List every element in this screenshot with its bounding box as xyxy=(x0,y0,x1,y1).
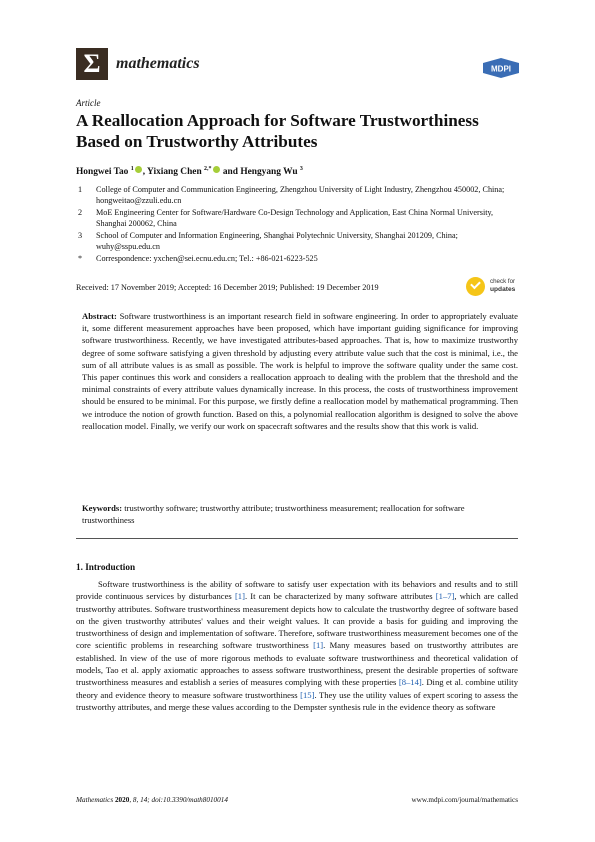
body-text: Software trustworthiness is the ability of software to satisfy user expectation with its behaviors and results and to still provide continuous services by disturbances xyxy=(76,579,518,602)
mdpi-logo xyxy=(482,58,520,78)
correspondence xyxy=(78,253,518,264)
citation-link[interactable]: [8–14] xyxy=(398,677,422,688)
affiliation xyxy=(78,207,518,229)
author-name[interactable]: and Hengyang Wu xyxy=(222,167,298,178)
citation-link[interactable]: [15] xyxy=(300,689,315,700)
affiliation-text: College of Computer and Communication Engineering, Zhengzhou University of Light Industry, Zhengzhou 450002, China; hongweitao@zzuli.edu.cn xyxy=(96,185,505,205)
affiliation-number: * xyxy=(78,254,83,263)
footer-journal: Mathematics xyxy=(76,796,114,804)
article-type: Article xyxy=(76,98,101,108)
keywords-text: trustworthy software; trustworthy attribute; trustworthiness measurement; reallocation for software trustworthiness xyxy=(82,503,465,526)
publication-dates: Received: 17 November 2019; Accepted: 16 December 2019; Published: 19 December 2019 xyxy=(76,283,379,292)
citation-link[interactable]: [1] xyxy=(313,640,324,651)
paper-title: A Reallocation Approach for Software Trustworthiness Based on Trustworthy Attributes xyxy=(76,111,479,151)
footer-citation xyxy=(76,796,228,804)
keywords-label: Keywords: xyxy=(82,503,123,513)
abstract xyxy=(82,310,518,432)
affiliation-number: 2 xyxy=(78,208,83,217)
check-updates-line2: updates xyxy=(490,286,516,293)
orcid-icon[interactable] xyxy=(135,166,142,173)
mdpi-logo-text: MDPI xyxy=(491,64,511,74)
footer-year: 2020 xyxy=(114,796,130,804)
affiliation-text: Correspondence: yxchen@sei.ecnu.edu.cn; Tel.: +86-021-6223-525 xyxy=(96,254,318,263)
affiliation-text: MoE Engineering Center for Software/Hardware Co-Design Technology and Application, East China Normal University, Shanghai 200062, China xyxy=(96,208,494,228)
footer-url[interactable]: www.mdpi.com/journal/mathematics xyxy=(411,796,518,804)
citation-link[interactable]: [1–7] xyxy=(435,591,455,602)
body-paragraph xyxy=(76,578,518,713)
check-for-updates-button[interactable] xyxy=(466,277,520,297)
body-text: . Ding et al. combine utility theory and evidence theory to measure software trustworthiness xyxy=(76,677,518,700)
journal-name: mathematics xyxy=(116,55,200,72)
author-list: Hongwei Tao $^1$ , Yixiang Chen $^{2,*}$ and Hengyang Wu $^3$ xyxy=(76,166,303,178)
orcid-icon[interactable] xyxy=(213,166,220,173)
author-affiliation-mark: 3 xyxy=(299,166,303,172)
affiliation xyxy=(78,184,518,206)
author-affiliation-mark: 2,* xyxy=(204,166,212,172)
affiliation-number: 1 xyxy=(78,185,83,194)
journal-logo: Σ xyxy=(76,48,108,80)
body-text: . It can be characterized by many software attributes xyxy=(244,591,436,602)
author-name[interactable]: Hongwei Tao xyxy=(76,167,129,178)
section-heading: 1. Introduction xyxy=(76,562,136,572)
footer-citation-text: , 8, 14; doi:10.3390/math8010014 xyxy=(129,796,228,804)
affiliation-text: School of Computer and Information Engineering, Shanghai Polytechnic University, Shanghai 201209, China; wuhy@sspu.edu.cn xyxy=(96,231,458,251)
check-updates-line1: check for xyxy=(490,278,516,285)
affiliation xyxy=(78,230,518,252)
checkmark-icon xyxy=(466,277,485,296)
section-divider xyxy=(76,538,518,539)
abstract-label: Abstract: xyxy=(82,311,117,321)
author-name[interactable]: Yixiang Chen xyxy=(147,167,202,178)
body-text: . Many measures based on trustworthy attributes are established. In view of the use of more rigorous methods to evaluate software trustworthiness and theoretical validation of models, Tao et al. apply axiomatic approaches to assess software trustworthiness, present the desirable properties of software trustworthiness measures and establish a series of measures complying with these properties xyxy=(76,640,519,688)
author-affiliation-mark: 1 xyxy=(130,166,134,172)
affiliation-number: 3 xyxy=(78,231,83,240)
body-text: . They use the utility values of expert scoring to assess the trustworthy attributes, and merge these values according to the Dempster synthesis rule in the evidence theory as software xyxy=(76,689,518,712)
citation-link[interactable]: [1] xyxy=(234,591,245,602)
affiliation-list xyxy=(78,184,518,265)
keywords xyxy=(82,502,518,526)
abstract-text: Software trustworthiness is an important research field in software engineering. In order to appropriately evaluate it, some different measurement approaches have been proposed, which have important guiding significance for improving software trustworthiness. Recently, we have investigated attributes-based approaches. That is, how to maximize trustworthy degree of some software satisfying a given threshold by adjusting every attribute value such that the cost is minimal, i.e., the sum of all attribute values is as small as possible. The work is helpful to improve the software quality under the same cost. This paper continues this work and considers a reallocation approach to dealing with the problem that the threshold and the minimal constraints of every attribute values dynamically increase. In this process, the costs of trustworthiness improvement should be ensured to be minimal. For this purpose, we firstly define a reallocation model by mathematical programming. Then we introduce the notion of growth function. Based on this, a polynomial reallocation algorithm is designed to solve the above reallocation model. Finally, we verify our work on spacecraft softwares and the results show that this work is valid. xyxy=(82,311,518,431)
body-text: , which are called trustworthy attributes. Software trustworthiness measurement depicts how to calculate the trustworthy degree of software based on the given trustworthy attributes' values and their weight values. It can provide a basis for guiding and improving the trustworthiness of design and implementation of software. Therefore, software trustworthiness measurement becomes one of the core scientific problems in researching software trustworthiness xyxy=(76,591,519,651)
